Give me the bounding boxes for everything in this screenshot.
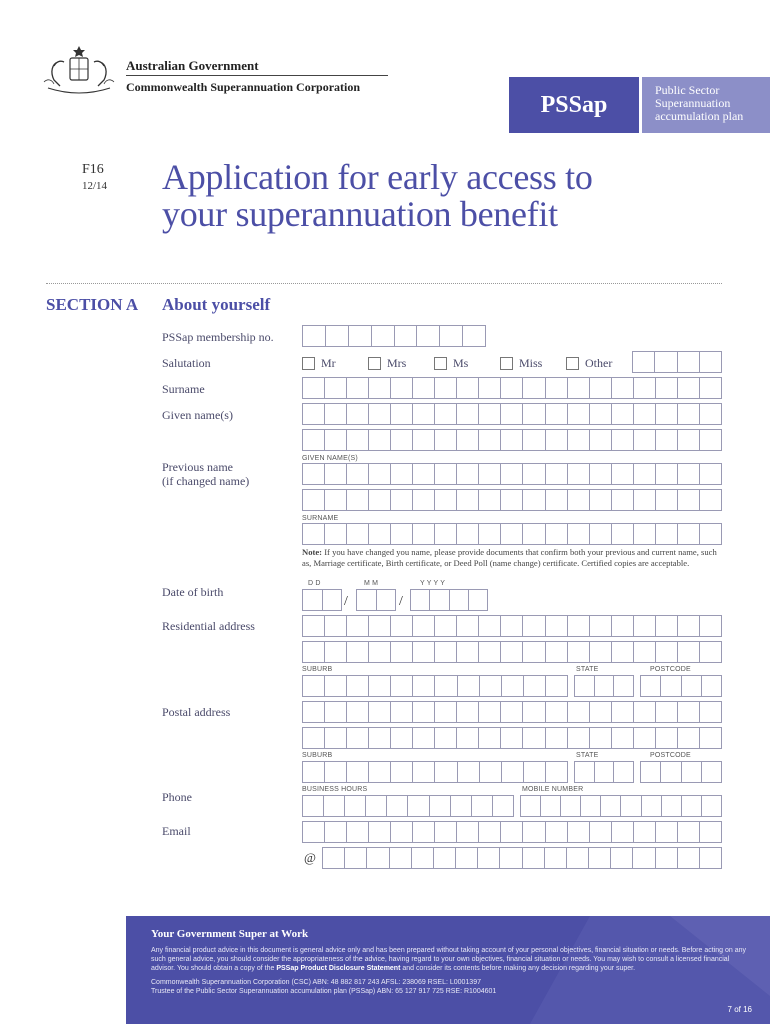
salutation-other[interactable] [566, 356, 612, 371]
plan-line-3: accumulation plan [655, 109, 744, 123]
surname-caption: SURNAME [302, 515, 339, 522]
residential-address-field-1[interactable] [302, 615, 722, 637]
dob-separator-2: / [399, 594, 403, 609]
form-title-line-1: Application for early access to [162, 157, 593, 197]
checkbox-mrs[interactable] [368, 357, 381, 370]
section-label: SECTION A [46, 295, 139, 314]
checkbox-miss[interactable] [500, 357, 513, 370]
surname-label: Surname [162, 382, 205, 396]
postal-suburb-caption: SUBURB [302, 752, 333, 759]
header-rule [126, 75, 388, 76]
footer-disclaimer [151, 946, 746, 973]
salutation-mr[interactable] [302, 356, 336, 371]
mobile-number-field[interactable] [520, 795, 722, 817]
given-names-field-2[interactable] [302, 429, 722, 451]
postal-address-label: Postal address [162, 705, 231, 719]
given-names-caption: GIVEN NAME(S) [302, 455, 358, 462]
footer-pds-name: PSSap Product Disclosure Statement [276, 965, 401, 972]
given-names-field-1[interactable] [302, 403, 722, 425]
postal-postcode-caption: POSTCODE [650, 752, 691, 759]
business-hours-caption: BUSINESS HOURS [302, 786, 368, 793]
footer-csc-line: Commonwealth Superannuation Corporation (CSC) ABN: 48 882 817 243 AFSL: 238069 RSEL: L0001397 [151, 979, 481, 986]
membership-label: PSSap membership no. [162, 330, 274, 344]
residential-suburb-field[interactable] [302, 675, 568, 697]
email-at-symbol: @ [304, 850, 316, 865]
given-names-label: Given name(s) [162, 408, 233, 422]
residential-postcode-caption: POSTCODE [650, 666, 691, 673]
email-label: Email [162, 824, 191, 838]
previous-name-label-2: (if changed name) [162, 474, 250, 488]
pssap-brand: PSSap [509, 77, 639, 133]
postal-address-field-1[interactable] [302, 701, 722, 723]
corporation-name: Commonwealth Superannuation Corporation [126, 80, 361, 94]
salutation-label: Salutation [162, 356, 211, 370]
note-label: Note: [302, 547, 323, 557]
membership-number-field[interactable] [302, 325, 486, 347]
business-phone-field[interactable] [302, 795, 514, 817]
salutation-ms-label: Ms [453, 356, 469, 370]
checkbox-other[interactable] [566, 357, 579, 370]
residential-state-field[interactable] [574, 675, 634, 697]
mobile-number-caption: MOBILE NUMBER [522, 786, 584, 793]
residential-postcode-field[interactable] [640, 675, 722, 697]
surname-field[interactable] [302, 377, 722, 399]
previous-name-label-1: Previous name [162, 460, 233, 474]
footer-para1-end: and consider its contents before making any decision regarding your super. [400, 965, 636, 972]
salutation-mr-label: Mr [321, 356, 336, 370]
dob-year-field[interactable] [410, 589, 488, 611]
form-code: F16 [82, 162, 104, 177]
form-date: 12/14 [82, 180, 108, 192]
salutation-miss[interactable] [500, 356, 542, 371]
residential-address-label: Residential address [162, 619, 255, 633]
salutation-miss-label: Miss [519, 356, 543, 370]
section-title: About yourself [162, 295, 271, 314]
page-number: 7 of 16 [727, 1005, 752, 1014]
plan-line-2: Superannuation [655, 96, 731, 110]
postal-state-field[interactable] [574, 761, 634, 783]
postal-address-field-2[interactable] [302, 727, 722, 749]
previous-given-names-field-1[interactable] [302, 463, 722, 485]
previous-name-label [162, 460, 249, 488]
footer-para1: Any financial product advice in this document is general advice only and has been prepared without taking account of your personal objectives, financial situation or needs. Before acting on any such general advice, you should consider the appropriateness of the advice, having regard to your own objectives, financial situation or needs. You may wish to consult a licensed financial advisor. You should obtain a copy of the [151, 947, 746, 972]
footer-title: Your Government Super at Work [151, 928, 309, 940]
salutation-ms[interactable] [434, 356, 468, 371]
note-text: If you have changed you name, please provide documents that confirm both your previous and current name, such as, Marriage certificate, Birth certificate, or Deed Poll (name change) certificate. Certified copies are acceptable. [302, 547, 717, 568]
dob-separator-1: / [344, 594, 348, 609]
previous-given-names-field-2[interactable] [302, 489, 722, 511]
checkbox-ms[interactable] [434, 357, 447, 370]
postal-state-caption: STATE [576, 752, 599, 759]
dotted-divider [46, 283, 722, 284]
dob-caption-day: D D [308, 580, 321, 587]
plan-line-1: Public Sector [655, 83, 720, 97]
form-title-line-2: your superannuation benefit [162, 194, 558, 234]
residential-address-field-2[interactable] [302, 641, 722, 663]
name-change-note [302, 547, 722, 569]
dob-caption-month: M M [364, 580, 379, 587]
checkbox-mr[interactable] [302, 357, 315, 370]
dob-month-field[interactable] [356, 589, 396, 611]
footer-banner [126, 916, 770, 1024]
salutation-other-field[interactable] [632, 351, 722, 373]
salutation-other-label: Other [585, 356, 613, 370]
coat-of-arms-logo [40, 42, 118, 96]
date-of-birth-label: Date of birth [162, 585, 224, 599]
form-title [162, 159, 593, 233]
dob-day-field[interactable] [302, 589, 342, 611]
postal-postcode-field[interactable] [640, 761, 722, 783]
dob-caption-year: Y Y Y Y [420, 580, 446, 587]
footer-trustee-line: Trustee of the Public Sector Superannuation accumulation plan (PSSap) ABN: 65 127 917 725 RSE: R1004601 [151, 988, 497, 995]
residential-state-caption: STATE [576, 666, 599, 673]
phone-label: Phone [162, 790, 192, 804]
salutation-mrs-label: Mrs [387, 356, 407, 370]
email-field-2[interactable] [322, 847, 722, 869]
residential-suburb-caption: SUBURB [302, 666, 333, 673]
postal-suburb-field[interactable] [302, 761, 568, 783]
salutation-mrs[interactable] [368, 356, 406, 371]
email-field-1[interactable] [302, 821, 722, 843]
previous-surname-field[interactable] [302, 523, 722, 545]
plan-name-box [642, 77, 770, 133]
government-name: Australian Government [126, 58, 259, 73]
